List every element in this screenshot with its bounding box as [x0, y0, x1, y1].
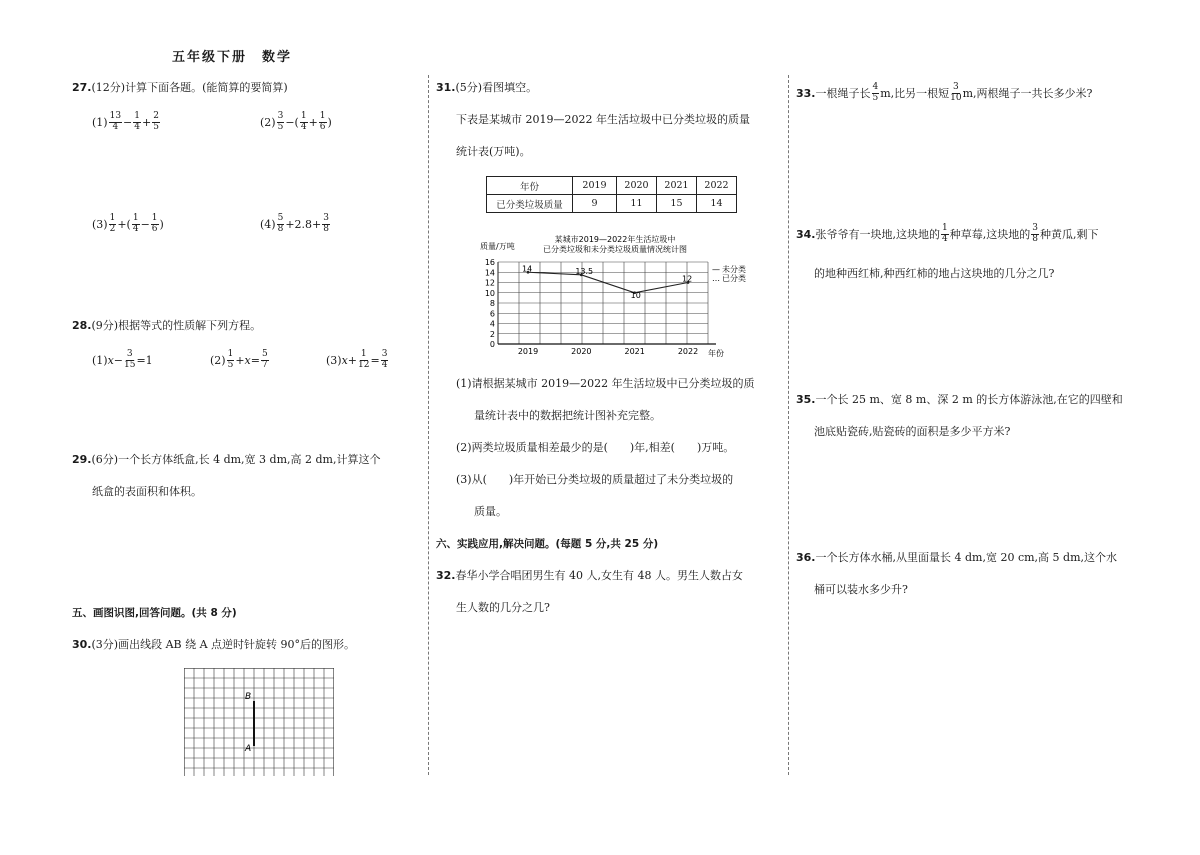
fraction: $\frac{1}{5}$ [227, 349, 234, 370]
chart-legend [712, 264, 746, 283]
y-tick-label: 16 [484, 258, 495, 267]
q31-intro-line2: 统计表(万吨)。 [456, 145, 531, 158]
point-a-label: A [245, 744, 252, 754]
question-33 [796, 83, 1092, 104]
fraction: $\frac{3}{8}$ [1032, 223, 1038, 244]
q28-item-1 [92, 350, 153, 371]
grid-lines [184, 668, 334, 776]
question-27 [72, 80, 288, 95]
question-number: 36. [796, 551, 816, 564]
question-number: 33. [796, 86, 816, 100]
question-29 [72, 452, 380, 467]
garbage-line-chart [460, 232, 760, 362]
question-number: 34. [796, 227, 816, 241]
table-cell: 2019 [573, 177, 617, 195]
x-tick-label: 2021 [624, 347, 645, 356]
question-text: (3分)画出线段 AB 绕 A 点逆时针旋转 90°后的图形。 [91, 638, 356, 651]
expression-part: = [370, 353, 380, 367]
legend-mark-unsorted: — [712, 265, 720, 274]
q27-item-2 [260, 112, 332, 133]
question-35 [796, 392, 1123, 407]
question-text: 春华小学合唱团男生有 40 人,女生有 48 人。男生人数占女 [455, 569, 743, 582]
item-label: (1) [92, 115, 108, 129]
fraction: $\frac{1}{6}$ [151, 213, 158, 234]
chart-subtitle: 已分类垃圾和未分类垃圾质量情况统计图 [543, 245, 687, 254]
fraction: $\frac{5}{8}$ [277, 213, 284, 234]
y-tick-label: 14 [484, 268, 495, 278]
operator: +( [117, 217, 131, 231]
q31-sub3-line1: (3)从( )年开始已分类垃圾的质量超过了未分类垃圾的 [456, 473, 734, 486]
fraction: $\frac{3}{8}$ [323, 213, 329, 234]
table-cell: 15 [657, 195, 697, 213]
column-divider-left [428, 75, 429, 775]
question-32 [436, 568, 743, 583]
data-label: 14 [522, 264, 533, 274]
y-tick-label: 12 [484, 278, 495, 288]
table-cell: 2021 [657, 177, 697, 195]
question-text: 种草莓,这块地的 [949, 228, 1031, 242]
expression-part: x+ [341, 353, 358, 367]
question-text: 一个长 25 m、宽 8 m、深 2 m 的长方体游泳池,在它的四壁和 [815, 393, 1123, 406]
question-number: 29. [72, 453, 92, 466]
chart-xlabel: 年份 [708, 349, 724, 358]
operator: ) [327, 115, 332, 129]
q31-sub1-line2: 量统计表中的数据把统计图补充完整。 [474, 409, 661, 422]
question-text: 张爷爷有一块地,这块地的 [815, 228, 940, 242]
section-5-heading: 五、画图识图,回答问题。(共 8 分) [72, 607, 237, 619]
fraction: $\frac{3}{5}$ [277, 111, 284, 132]
y-tick-label: 10 [484, 288, 495, 298]
fraction: $\frac{3}{10}$ [950, 82, 962, 103]
page-title: 五年级下册 数学 [172, 50, 293, 65]
operator: −( [285, 115, 299, 129]
question-text: 一个长方体水桶,从里面量长 4 dm,宽 20 cm,高 5 dm,这个水 [815, 551, 1117, 564]
data-label: 10 [630, 290, 641, 300]
question-text: (6分)一个长方体纸盒,长 4 dm,宽 3 dm,高 2 dm,计算这个 [91, 453, 381, 466]
question-number: 35. [796, 393, 816, 406]
y-tick-label: 0 [489, 340, 495, 349]
x-tick-label: 2020 [571, 347, 592, 356]
fraction: $\frac{1}{4}$ [132, 213, 139, 234]
fraction: $\frac{1}{6}$ [319, 111, 326, 132]
question-text: m,两根绳子一共长多少米? [962, 87, 1093, 101]
question-number: 27. [72, 81, 92, 94]
table-cell: 2022 [697, 177, 737, 195]
question-number: 30. [72, 638, 92, 651]
operator: − [140, 217, 150, 231]
item-label: (3) [326, 353, 342, 367]
y-tick-label: 2 [489, 329, 495, 339]
question-text: (9分)根据等式的性质解下列方程。 [91, 319, 262, 332]
data-label: 12 [682, 274, 693, 284]
fraction: $\frac{2}{5}$ [153, 111, 159, 132]
fraction: $\frac{1}{2}$ [109, 213, 116, 234]
y-tick-label: 4 [489, 319, 495, 329]
chart-ylabel: 质量/万吨 [480, 242, 515, 251]
question-text: (5分)看图填空。 [455, 81, 538, 94]
operator: + [308, 115, 318, 129]
q31-sub2: (2)两类垃圾质量相差最少的是( )年,相差( )万吨。 [456, 441, 735, 454]
table-row [487, 177, 737, 195]
q27-item-3 [92, 214, 164, 235]
question-32-line2: 生人数的几分之几? [456, 601, 550, 614]
fraction: $\frac{13}{4}$ [109, 111, 122, 132]
question-28 [72, 318, 261, 333]
table-cell: 年份 [487, 177, 573, 195]
table-cell: 2020 [617, 177, 657, 195]
q28-item-3 [326, 350, 389, 371]
legend-mark-sorted: … [712, 274, 720, 283]
x-tick-label: 2022 [677, 347, 699, 356]
question-36-line2: 桶可以装水多少升? [814, 583, 908, 596]
question-text: 一根绳子长 [815, 87, 871, 101]
question-number: 31. [436, 81, 456, 94]
operator: + [142, 115, 152, 129]
fraction: $\frac{1}{4}$ [300, 111, 307, 132]
fraction: $\frac{4}{5}$ [872, 82, 879, 103]
chart-title: 某城市2019—2022年生活垃圾中 [554, 235, 676, 244]
data-label: 13.5 [575, 266, 594, 276]
question-text: m,比另一根短 [880, 87, 950, 101]
rotation-grid [184, 668, 334, 776]
fraction: $\frac{3}{15}$ [124, 349, 136, 370]
q27-item-4 [260, 214, 331, 235]
expression-part: x− [107, 353, 124, 367]
y-tick-label: 6 [489, 309, 495, 319]
q31-sub3-line2: 质量。 [474, 505, 507, 518]
question-30 [72, 637, 355, 652]
item-label: (2) [210, 353, 226, 367]
section-6-heading: 六、实践应用,解决问题。(每题 5 分,共 25 分) [436, 538, 659, 550]
chart-series [522, 264, 692, 300]
question-34-line2: 的地种西红柿,种西红柿的地占这块地的几分之几? [814, 267, 1055, 280]
item-label: (3) [92, 217, 108, 231]
column-divider-right [788, 75, 789, 775]
table-cell: 11 [617, 195, 657, 213]
question-number: 32. [436, 569, 456, 582]
q31-sub1-line1: (1)请根据某城市 2019—2022 年生活垃圾中已分类垃圾的质 [456, 377, 755, 390]
expression-part: +x= [235, 353, 260, 367]
legend-item-unsorted: 未分类 [722, 265, 746, 274]
chart-y-ticks [485, 258, 495, 349]
legend-item-sorted: 已分类 [722, 274, 746, 283]
fraction: $\frac{3}{4}$ [381, 349, 388, 370]
question-text: (12分)计算下面各题。(能简算的要简算) [91, 81, 288, 94]
item-label: (2) [260, 115, 276, 129]
operator: − [123, 115, 133, 129]
fraction: $\frac{1}{12}$ [358, 349, 370, 370]
question-35-line2: 池底贴瓷砖,贴瓷砖的面积是多少平方米? [814, 425, 1011, 438]
question-31 [436, 80, 537, 95]
table-cell: 14 [697, 195, 737, 213]
point-b-label: B [245, 692, 252, 702]
question-34 [796, 224, 1098, 245]
chart-x-ticks [518, 347, 698, 356]
question-29-line2: 纸盒的表面积和体积。 [92, 485, 202, 498]
table-cell: 已分类垃圾质量 [487, 195, 573, 213]
fraction: $\frac{1}{4}$ [942, 223, 948, 244]
x-tick-label: 2019 [517, 347, 539, 356]
item-label: (4) [260, 217, 276, 231]
q28-item-2 [210, 350, 270, 371]
question-number: 28. [72, 319, 92, 332]
expression-part: =1 [136, 353, 153, 367]
q31-data-table [486, 176, 737, 213]
item-label: (1) [92, 353, 108, 367]
fraction: $\frac{5}{7}$ [261, 349, 268, 370]
q27-item-1 [92, 112, 161, 133]
y-tick-label: 8 [489, 299, 495, 308]
operator: +2.8+ [285, 217, 322, 231]
operator: ) [159, 217, 164, 231]
question-text: 种黄瓜,剩下 [1039, 228, 1099, 242]
fraction: $\frac{1}{4}$ [134, 111, 140, 132]
q31-intro-line1: 下表是某城市 2019—2022 年生活垃圾中已分类垃圾的质量 [456, 113, 750, 126]
table-cell: 9 [573, 195, 617, 213]
table-row [487, 195, 737, 213]
question-36 [796, 550, 1117, 565]
